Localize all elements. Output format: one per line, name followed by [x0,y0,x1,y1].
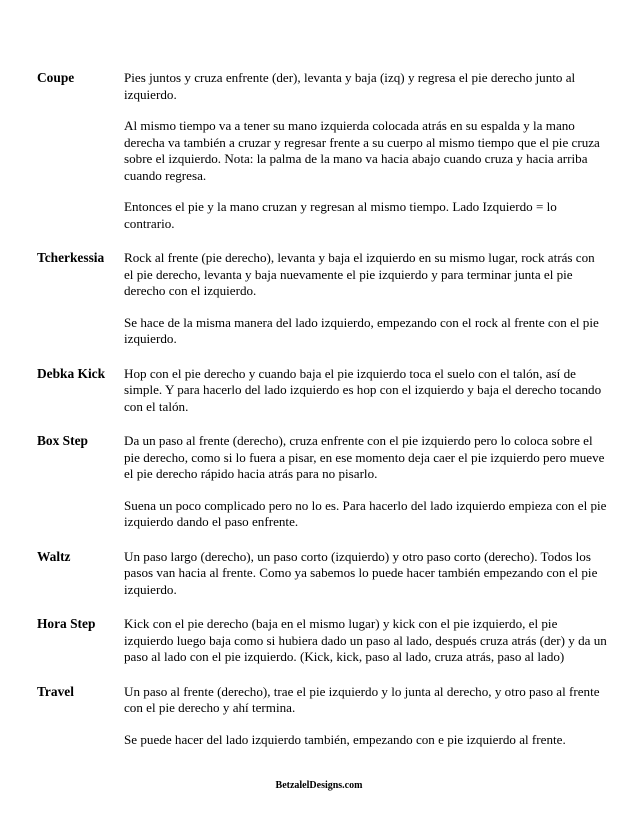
step-description [124,366,607,416]
footer-site: BetzalelDesigns.com [275,780,363,791]
step-term: Tcherkessia [37,250,105,265]
step-entry [37,684,607,749]
step-term: Debka Kick [37,365,106,381]
description-paragraph: Un paso al frente (derecho), trae el pie izquierdo y lo junta al derecho, y otro paso al frente con el pie derecho y ahí termina. [124,683,600,715]
step-term: Waltz [37,548,71,564]
step-description [124,70,607,232]
step-entry [37,70,607,232]
description-paragraph: Rock al frente (pie derecho), levanta y baja el izquierdo en su mismo lugar, rock atrás con el pie derecho, levanta y baja nuevamente el pie izquierdo y para terminar junta el pie derecho con el izquierdo. [124,250,595,298]
step-description [124,250,607,348]
description-paragraph: Hop con el pie derecho y cuando baja el pie izquierdo toca el suelo con el talón, así de simple. Y para hacerlo del lado izquierdo es hop con el izquierdo y baja el derecho tocando con el talón. [124,365,602,414]
step-entry [37,250,607,348]
step-entry [37,366,607,416]
description-paragraph: Se hace de la misma manera del lado izquierdo, empezando con el rock al frente con el pie izquierdo. [124,314,599,346]
description-paragraph: Se puede hacer del lado izquierdo también, empezando con e pie izquierdo al frente. [124,731,566,747]
step-description [124,549,607,599]
description-paragraph: Un paso largo (derecho), un paso corto (izquierdo) y otro paso corto (derecho). Todos los pasos van hacia al frente. Como ya sabemos lo puede hacer también empezando con el pie izquierdo. [124,548,598,597]
step-term: Travel [37,683,74,699]
step-description [124,684,607,749]
step-description [124,433,607,531]
description-paragraph: Pies juntos y cruza enfrente (der), levanta y baja (izq) y regresa el pie derecho junto al izquierdo. [124,70,576,102]
step-entry [37,549,607,599]
step-term: Coupe [37,70,75,85]
description-paragraph: Entonces el pie y la mano cruzan y regresan al mismo tiempo. Lado Izquierdo = lo contrario. [124,199,557,231]
step-term: Hora Step [37,616,96,631]
description-paragraph: Suena un poco complicado pero no lo es. Para hacerlo del lado izquierdo empieza con el pie izquierdo dando el paso enfrente. [124,497,607,529]
step-term: Box Step [37,433,88,448]
step-entry [37,433,607,531]
dance-step-list [37,70,607,766]
description-paragraph: Kick con el pie derecho (baja en el mismo lugar) y kick con el pie izquierdo, el pie izquierdo luego baja como si hubiera dado un paso al lado, después cruza atrás (der) y da un paso al lado con el pie izquierdo. (Kick, kick, paso al lado, cruza atrás, paso al lado) [124,616,607,664]
description-paragraph: Al mismo tiempo va a tener su mano izquierda colocada atrás en su espalda y la mano derecha va también a cruzar y regresar frente a su cuerpo al mismo tiempo que el pie cruza sobre el izquierdo. Nota: la palma de la mano va hacia abajo cuando cruza y hacia arriba cuando regresa. [124,118,600,183]
step-description [124,616,607,666]
step-entry [37,616,607,666]
description-paragraph: Da un paso al frente (derecho), cruza enfrente con el pie izquierdo pero lo coloca sobre el pie derecho, como si lo fuera a pisar, en ese momento deja caer el pie izquierdo pero mueve el pie derecho rápido hacia atrás para no pisarlo. [124,433,605,481]
